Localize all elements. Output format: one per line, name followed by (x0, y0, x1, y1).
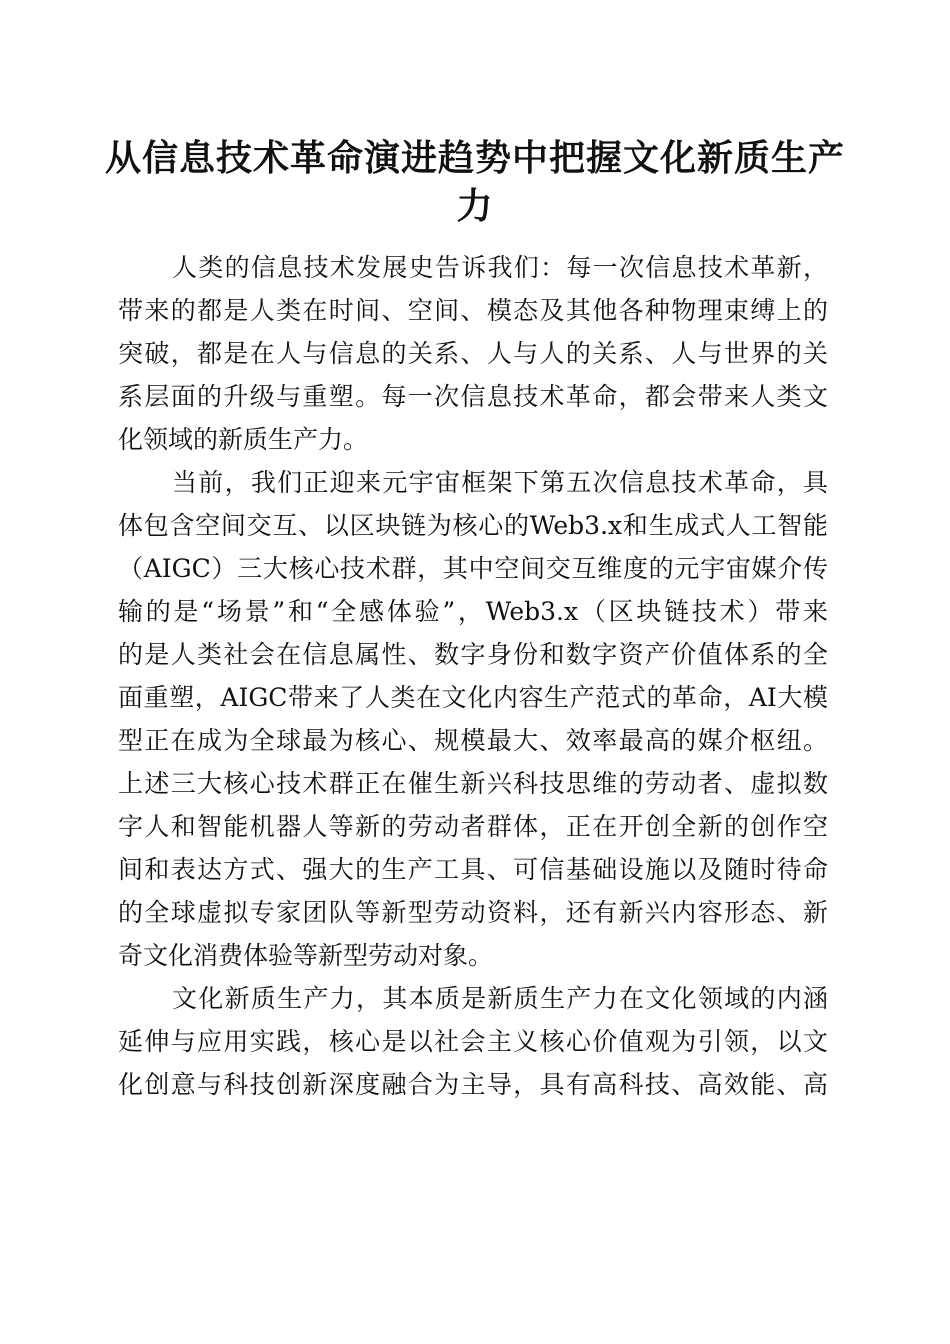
text-line: 延伸与应用实践，核心是以社会主义核心价值观为引领，以文 (118, 1027, 828, 1056)
text-line: （AIGC）三大核心技术群，其中空间交互维度的元宇宙媒介传 (118, 554, 828, 583)
text-line: 人类的信息技术发展史告诉我们：每一次信息技术革新， (172, 253, 828, 282)
text-line: 间和表达方式、强大的生产工具、可信基础设施以及随时待命 (118, 855, 828, 884)
paragraph (118, 977, 828, 1106)
text-line: 带来的都是人类在时间、空间、模态及其他各种物理束缚上的 (118, 296, 828, 325)
title-line: 力 (456, 185, 494, 227)
text-line: 系层面的升级与重塑。每一次信息技术革命，都会带来人类文 (118, 382, 828, 411)
text-line: 奇文化消费体验等新型劳动对象。 (118, 941, 494, 970)
paragraph (118, 461, 828, 977)
text-line: 字人和智能机器人等新的劳动者群体，正在开创全新的创作空 (118, 812, 828, 841)
text-line: 体包含空间交互、以区块链为核心的Web3.x和生成式人工智能 (118, 511, 828, 540)
text-line: 输的是“场景”和“全感体验”，Web3.x（区块链技术）带来 (118, 597, 828, 626)
text-line: 当前，我们正迎来元宇宙框架下第五次信息技术革命，具 (172, 468, 828, 497)
text-line: 型正在成为全球最为核心、规模最大、效率最高的媒介枢纽。 (118, 726, 828, 755)
text-line: 的全球虚拟专家团队等新型劳动资料，还有新兴内容形态、新 (118, 898, 828, 927)
text-line: 面重塑，AIGC带来了人类在文化内容生产范式的革命，AI大模 (118, 683, 828, 712)
text-line: 化创意与科技创新深度融合为主导，具有高科技、高效能、高 (118, 1070, 828, 1099)
title-line: 从信息技术革命演进趋势中把握文化新质生产 (104, 137, 845, 179)
paragraph (118, 246, 828, 461)
text-line: 突破，都是在人与信息的关系、人与人的关系、人与世界的关 (118, 339, 828, 368)
document-body (118, 246, 828, 1106)
text-line: 文化新质生产力，其本质是新质生产力在文化领域的内涵 (172, 984, 828, 1013)
text-line: 化领域的新质生产力。 (118, 425, 369, 454)
text-line: 的是人类社会在信息属性、数字身份和数字资产价值体系的全 (118, 640, 828, 669)
document-title (100, 134, 850, 230)
text-line: 上述三大核心技术群正在催生新兴科技思维的劳动者、虚拟数 (118, 769, 828, 798)
